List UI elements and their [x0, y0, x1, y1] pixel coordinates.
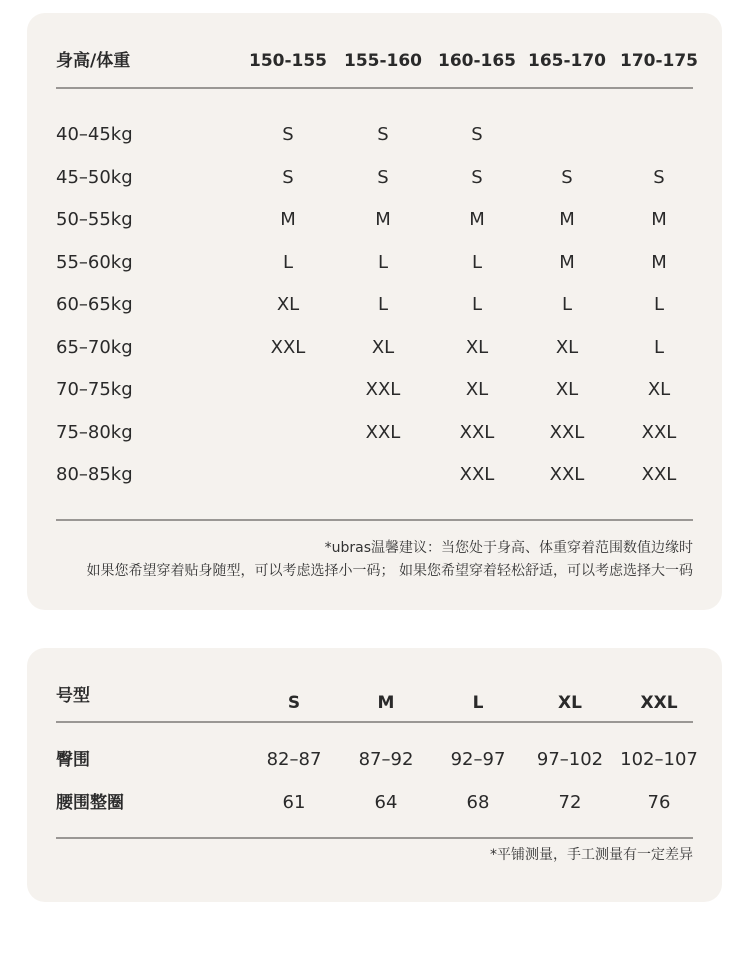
- size-cell: XXL: [270, 336, 306, 358]
- size-cell: S: [377, 166, 389, 188]
- suggestion-note: *ubras温馨建议：当您处于身高、体重穿着范围数值边缘时: [324, 540, 693, 556]
- size-cell: M: [280, 209, 296, 230]
- footer-divider: [56, 519, 693, 521]
- size-cell: M: [559, 251, 575, 273]
- measurement-cell: 97–102: [536, 749, 604, 770]
- height-column-header: 165-170: [527, 51, 607, 71]
- size-cell: L: [561, 294, 573, 315]
- size-cell: L: [282, 251, 294, 273]
- measurement-cell: 61: [282, 792, 306, 813]
- size-cell: S: [282, 166, 294, 188]
- measurement-cell: 92–97: [450, 749, 506, 770]
- corner-label: 号型: [56, 686, 90, 706]
- measurement-cell: 72: [558, 792, 582, 813]
- weight-range-label: 60–65kg: [56, 294, 133, 315]
- weight-range-label: 40–45kg: [56, 124, 133, 145]
- measurement-cell: 64: [374, 792, 398, 813]
- measurement-card: [27, 648, 722, 902]
- header-divider: [56, 87, 693, 89]
- weight-range-label: 55–60kg: [56, 251, 133, 273]
- size-cell: S: [653, 166, 665, 188]
- size-cell: L: [471, 251, 483, 273]
- height-column-header: 155-160: [343, 51, 423, 71]
- size-recommendation-card: [27, 13, 722, 610]
- size-cell: XXL: [641, 421, 677, 443]
- measurement-row-label: 腰围整圈: [56, 793, 124, 813]
- corner-label: 身高/体重: [56, 51, 131, 71]
- size-cell: XXL: [459, 421, 495, 443]
- size-column-header: S: [287, 693, 301, 713]
- size-cell: XL: [465, 336, 489, 358]
- height-column-header: 170-175: [619, 51, 699, 71]
- size-cell: S: [377, 124, 389, 145]
- size-cell: M: [559, 209, 575, 230]
- weight-range-label: 70–75kg: [56, 379, 133, 400]
- size-cell: XL: [276, 294, 300, 315]
- size-cell: XL: [465, 379, 489, 400]
- size-cell: XXL: [365, 421, 401, 443]
- height-column-header: 160-165: [437, 51, 517, 71]
- size-cell: M: [651, 251, 667, 273]
- size-cell: XXL: [459, 464, 495, 485]
- size-cell: L: [377, 251, 389, 273]
- size-column-header: XXL: [640, 693, 678, 713]
- measurement-row-label: 臀围: [56, 750, 90, 770]
- weight-range-label: 45–50kg: [56, 166, 133, 188]
- measurement-cell: 68: [466, 792, 490, 813]
- size-cell: S: [282, 124, 294, 145]
- header-divider: [56, 721, 693, 723]
- weight-range-label: 75–80kg: [56, 421, 133, 443]
- size-cell: XXL: [549, 464, 585, 485]
- size-cell: M: [375, 209, 391, 230]
- size-cell: L: [653, 336, 665, 358]
- footer-divider: [56, 837, 693, 839]
- weight-range-label: 65–70kg: [56, 336, 133, 358]
- size-cell: XXL: [549, 421, 585, 443]
- size-cell: S: [471, 166, 483, 188]
- measurement-note: *平铺测量，手工测量有一定差异: [490, 847, 693, 863]
- size-column-header: M: [377, 693, 395, 713]
- size-cell: XL: [371, 336, 395, 358]
- size-column-header: XL: [558, 693, 582, 713]
- measurement-cell: 76: [647, 792, 671, 813]
- height-column-header: 150-155: [248, 51, 328, 71]
- size-cell: L: [377, 294, 389, 315]
- size-cell: S: [471, 124, 483, 145]
- measurement-cell: 82–87: [266, 749, 322, 770]
- weight-range-label: 80–85kg: [56, 464, 133, 485]
- size-cell: L: [471, 294, 483, 315]
- suggestion-note-detail: 如果您希望穿着贴身随型，可以考虑选择小一码； 如果您希望穿着轻松舒适，可以考虑选择大一码: [86, 563, 693, 579]
- measurement-cell: 102–107: [620, 749, 698, 770]
- size-cell: M: [651, 209, 667, 230]
- size-cell: M: [469, 209, 485, 230]
- size-cell: XXL: [641, 464, 677, 485]
- weight-range-label: 50–55kg: [56, 209, 133, 230]
- size-cell: XL: [555, 336, 579, 358]
- size-cell: XL: [555, 379, 579, 400]
- size-cell: XL: [647, 379, 671, 400]
- size-cell: S: [561, 166, 573, 188]
- size-cell: L: [653, 294, 665, 315]
- size-cell: XXL: [365, 379, 401, 400]
- size-column-header: L: [472, 693, 484, 713]
- measurement-cell: 87–92: [358, 749, 414, 770]
